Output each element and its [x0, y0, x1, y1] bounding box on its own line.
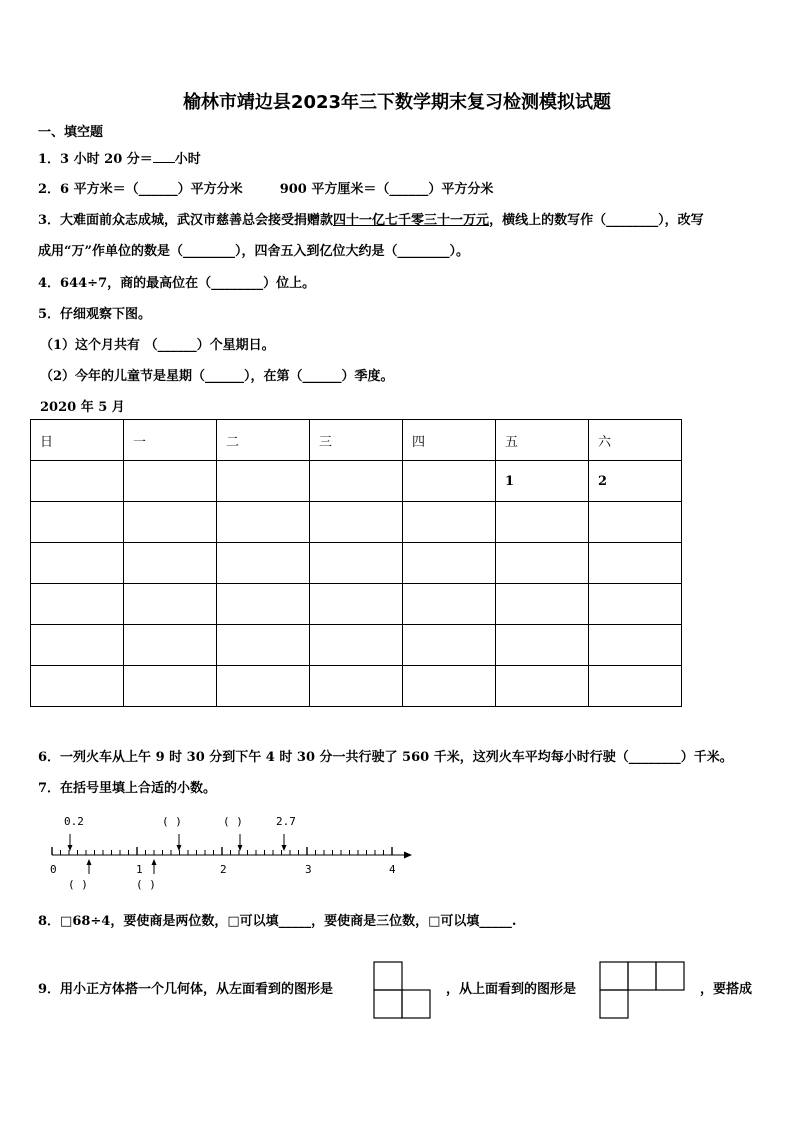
calendar-cell: [403, 461, 496, 502]
calendar-cell: [217, 543, 310, 584]
calendar-header-row: [31, 420, 682, 461]
question-3-line-2: 成用“万”作单位的数是（________），四舍五入到亿位大约是（________）。: [38, 244, 469, 259]
calendar-cell: [496, 666, 589, 707]
calendar-cell: [589, 584, 682, 625]
calendar-cell: [589, 625, 682, 666]
calendar-row: [31, 584, 682, 625]
label-top-2.7: 2.7: [276, 815, 296, 828]
axis-label-1: 1: [136, 863, 143, 876]
axis-label-3: 3: [305, 863, 312, 876]
calendar-cell: [310, 502, 403, 543]
calendar-cell: [217, 666, 310, 707]
calendar-header-thu: 四: [403, 420, 496, 461]
calendar-cell: [124, 502, 217, 543]
axis-label-0: 0: [50, 863, 57, 876]
q2-part-a: 2．6 平方米＝（______）平方分米: [38, 182, 243, 197]
down-arrow-blank-2: [238, 834, 243, 851]
up-arrow-blank-4: [152, 859, 157, 874]
question-2: [38, 178, 493, 197]
calendar-cell: [589, 502, 682, 543]
calendar-cell: [496, 584, 589, 625]
calendar-cell: [124, 543, 217, 584]
down-arrow-0.2: [68, 834, 73, 851]
calendar-cell: [496, 625, 589, 666]
down-arrow-blank-1: [177, 834, 182, 851]
calendar-cell: [403, 625, 496, 666]
question-4: 4．644÷7，商的最高位在（________）位上。: [38, 276, 316, 291]
question-5-sub-2: （2）今年的儿童节是星期（______），在第（______）季度。: [40, 369, 394, 384]
question-5-heading: 5．仔细观察下图。: [38, 307, 152, 322]
calendar-header-fri: 五: [496, 420, 589, 461]
calendar-cell: [217, 625, 310, 666]
calendar-cell: [403, 584, 496, 625]
calendar-header-mon: 一: [124, 420, 217, 461]
calendar-header-tue: 二: [217, 420, 310, 461]
question-1: [38, 148, 201, 167]
number-line: [40, 808, 440, 898]
calendar-cell: [310, 543, 403, 584]
calendar-cell: [124, 625, 217, 666]
axis-label-2: 2: [220, 863, 227, 876]
down-arrow-2.7: [282, 834, 287, 851]
question-9-text-a: 9．用小正方体搭一个几何体，从左面看到的图形是: [38, 982, 334, 997]
calendar-cell: [310, 461, 403, 502]
calendar-cell: [310, 625, 403, 666]
label-bottom-blank-4: ( ): [136, 878, 156, 891]
label-bottom-blank-3: ( ): [68, 878, 88, 891]
page-title: 榆林市靖边县2023年三下数学期末复习检测模拟试题: [182, 92, 612, 113]
calendar-cell: [496, 543, 589, 584]
question-9-text-c: ，要搭成: [700, 982, 753, 997]
q1-prefix: 1．3 小时 20 分＝: [38, 152, 153, 167]
calendar-row: [31, 543, 682, 584]
calendar-cell: [496, 502, 589, 543]
calendar-header-sat: 六: [589, 420, 682, 461]
calendar-cell: [31, 584, 124, 625]
calendar-cell: [403, 666, 496, 707]
label-top-blank-2: ( ): [223, 815, 243, 828]
question-5-sub-1: （1）这个月共有 （______）个星期日。: [40, 338, 275, 353]
calendar-table: [30, 419, 682, 707]
calendar-header-sun: 日: [31, 420, 124, 461]
calendar-cell: [217, 502, 310, 543]
calendar-cell: [31, 543, 124, 584]
axis-label-4: 4: [389, 863, 396, 876]
q3-underlined-amount: 四十一亿七千零三十一万元: [333, 213, 490, 228]
calendar-cell-may-2: 2: [589, 461, 682, 502]
calendar-row: [31, 666, 682, 707]
number-line-arrowhead: [404, 852, 412, 859]
calendar-cell: [124, 584, 217, 625]
q1-blank[interactable]: [153, 150, 175, 163]
calendar-cell: [589, 543, 682, 584]
calendar-row: [31, 502, 682, 543]
question-9-text-b: ，从上面看到的图形是: [446, 982, 577, 997]
calendar-cell: [31, 461, 124, 502]
calendar-cell: [403, 502, 496, 543]
calendar-cell: [217, 584, 310, 625]
top-view-figure: [599, 961, 689, 1021]
label-top-0.2: 0.2: [64, 815, 84, 828]
calendar-cell: [310, 666, 403, 707]
calendar-cell: [31, 502, 124, 543]
calendar-header-wed: 三: [310, 420, 403, 461]
calendar-cell: [217, 461, 310, 502]
calendar-cell: [310, 584, 403, 625]
q3-text-b: ，横线上的数写作（________），改写: [489, 213, 704, 228]
calendar-cell: [589, 666, 682, 707]
question-3-line-1: [38, 209, 704, 228]
question-8: 8．□68÷4，要使商是两位数，□可以填_____，要使商是三位数，□可以填_____.: [38, 914, 517, 929]
question-6: 6．一列火车从上午 9 时 30 分到下午 4 时 30 分一共行驶了 560 千米，这列火车平均每小时行驶（________）千米。: [38, 750, 733, 765]
left-view-figure: [373, 961, 433, 1021]
calendar-row: [31, 625, 682, 666]
number-line-ticks: [52, 847, 392, 855]
q2-part-b: 900 平方厘米＝（______）平方分米: [279, 182, 494, 197]
calendar-cell-may-1: 1: [496, 461, 589, 502]
up-arrow-blank-3: [87, 859, 92, 874]
calendar-cell: [124, 461, 217, 502]
section-heading: 一、填空题: [38, 125, 104, 140]
question-7-heading: 7．在括号里填上合适的小数。: [38, 781, 217, 796]
q3-text-a: 3．大难面前众志成城，武汉市慈善总会接受捐赠款: [38, 213, 334, 228]
calendar-row: [31, 461, 682, 502]
calendar-cell: [124, 666, 217, 707]
label-top-blank-1: ( ): [162, 815, 182, 828]
calendar-cell: [31, 625, 124, 666]
calendar-cell: [403, 543, 496, 584]
q1-suffix: 小时: [174, 152, 201, 167]
calendar-caption: 2020 年 5 月: [40, 400, 125, 415]
calendar-cell: [31, 666, 124, 707]
